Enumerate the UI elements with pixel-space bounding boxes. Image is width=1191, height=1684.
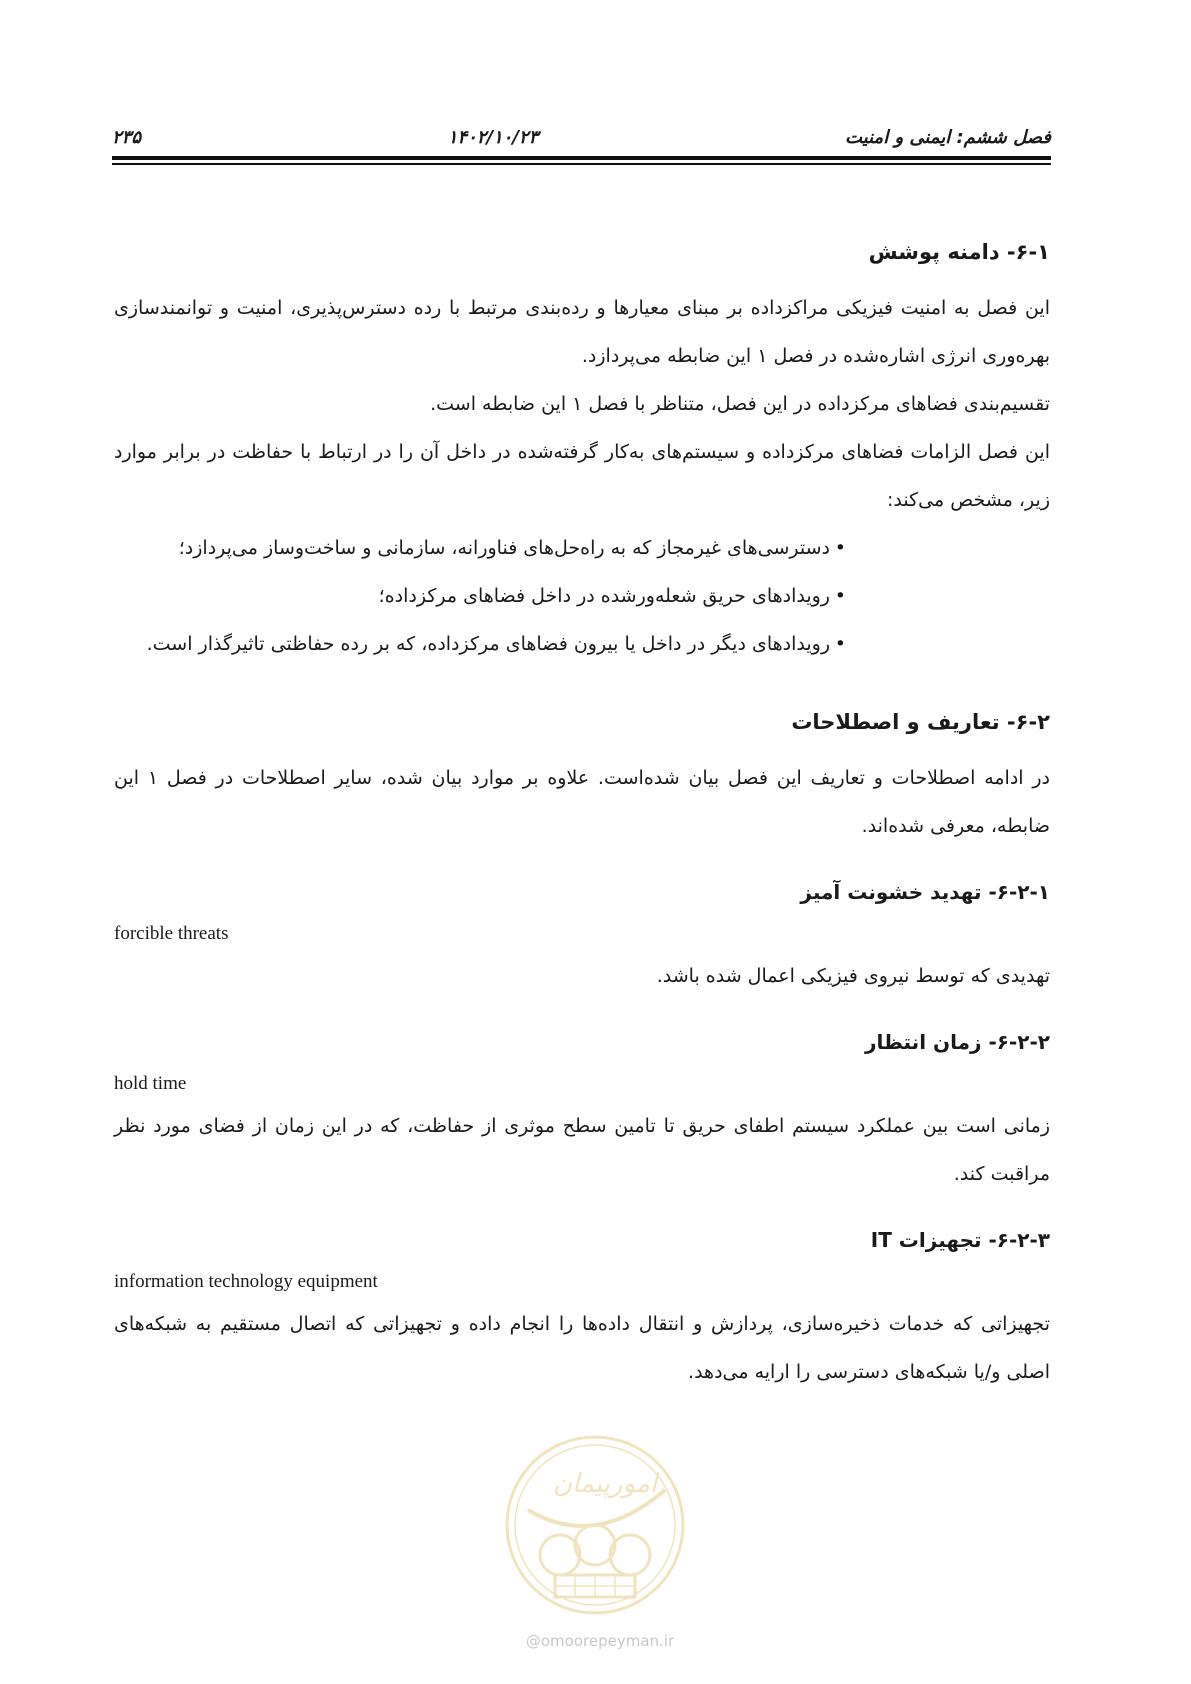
page-number: ۲۳۵ — [112, 126, 142, 148]
page-header — [112, 122, 1051, 152]
watermark-logo-text: امورپیمان — [552, 1469, 658, 1499]
list-item: • دسترسی‌های غیرمجاز که به راه‌حل‌های فناورانه، سازمانی و ساخت‌وساز می‌پردازد؛ — [114, 524, 830, 572]
header-date: ۱۴۰۲/۱۰/۲۳ — [447, 126, 539, 148]
section-6-2-paragraph: در ادامه اصطلاحات و تعاریف این فصل بیان شده‌است. علاوه بر موارد بیان شده، سایر اصطلاحات در فصل ۱ این ضابطه، معرفی شده‌اند. — [114, 767, 1050, 837]
watermark-site: @omoorepeyman.ir — [525, 1632, 675, 1650]
term-english: hold time — [114, 1073, 187, 1094]
list-item: • رویدادهای حریق شعله‌ورشده در داخل فضاهای مرکزداده؛ — [114, 572, 830, 620]
term-english: information technology equipment — [114, 1271, 378, 1292]
watermark-logo-icon — [500, 1430, 690, 1620]
section-6-2-1-heading: ۶-۲-۱- تهدید خشونت آمیز — [800, 880, 1050, 904]
term-definition: تجهیزاتی که خدمات ذخیره‌سازی، پردازش و انتقال داده‌ها را انجام داده و تجهیزاتی که اتصال مستقیم به شبکه‌های اصلی و/یا شبکه‌های دسترسی را ارایه می‌دهد. — [114, 1313, 1050, 1383]
section-6-1-paragraph-1: این فصل به امنیت فیزیکی مراکزداده بر مبنای معیارها و رده‌بندی مرتبط با رده دسترس‌پذیری، امنیت و توانمندسازی بهره‌وری انرژی اشاره‌شده در فصل ۱ این ضابطه می‌پردازد. — [114, 297, 1050, 367]
term-english: forcible threats — [114, 923, 229, 944]
term-definition: تهدیدی که توسط نیروی فیزیکی اعمال شده باشد. — [656, 965, 1050, 987]
header-rule-thick — [112, 156, 1051, 160]
header-rule-thin — [112, 163, 1051, 165]
chapter-title: فصل ششم: ایمنی و امنیت — [845, 126, 1051, 148]
section-6-1-paragraph-3: این فصل الزامات فضاهای مرکزداده و سیستم‌های به‌کار گرفته‌شده در داخل آن را در ارتباط با حفاظت در برابر موارد زیر، مشخص می‌کند: — [114, 441, 1050, 511]
section-6-2-heading: ۶-۲- تعاریف و اصطلاحات — [791, 710, 1050, 734]
section-6-1-paragraph-2: تقسیم‌بندی فضاهای مرکزداده در این فصل، متناظر با فصل ۱ این ضابطه است. — [430, 393, 1050, 415]
section-6-1-heading: ۶-۱- دامنه پوشش — [868, 240, 1050, 264]
term-definition: زمانی است بین عملکرد سیستم اطفای حریق تا تامین سطح موثری از حفاظت، که در این زمان از فضای مورد نظر مراقبت کند. — [114, 1115, 1050, 1185]
section-6-2-3-heading: ۶-۲-۳- تجهیزات IT — [870, 1228, 1050, 1252]
list-item: • رویدادهای دیگر در داخل یا بیرون فضاهای مرکزداده، که بر رده حفاظتی تاثیرگذار است. — [114, 620, 830, 668]
protection-list — [114, 524, 1050, 668]
section-6-2-2-heading: ۶-۲-۲- زمان انتظار — [865, 1030, 1050, 1054]
document-body — [114, 228, 1050, 1396]
